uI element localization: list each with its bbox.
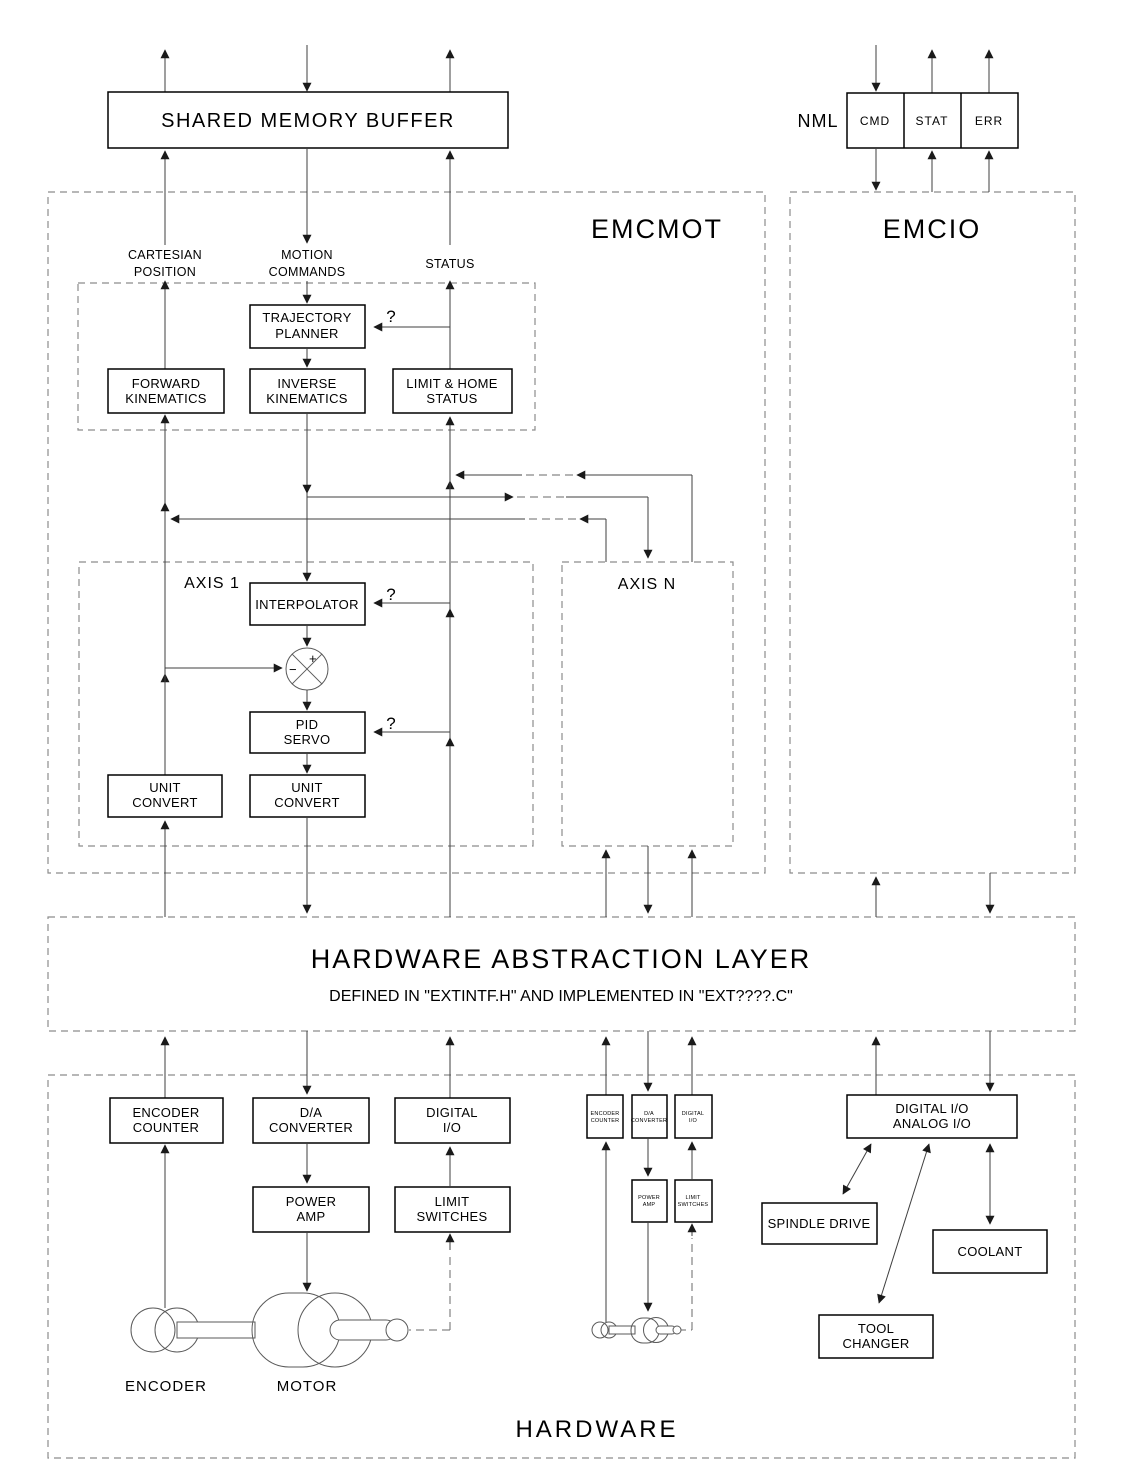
motion-commands-label-2: COMMANDS [268,265,346,279]
question-mark-interpolator: ? [386,585,396,604]
cartesian-position-label-2: POSITION [133,265,197,279]
motion-commands-label-1: MOTION [281,248,333,262]
axis1-title: AXIS 1 [184,575,240,592]
da-converter-label-2: CONVERTER [268,1120,354,1135]
emcio-title: EMCIO [882,214,982,244]
nml-cmd-label: CMD [859,114,891,128]
unit-convert-right-label-1: UNIT [291,780,323,795]
power-amp-mini-box [632,1180,667,1222]
inverse-kinematics-label-2: KINEMATICS [266,391,348,406]
status-label: STATUS [425,257,475,271]
forward-kinematics-label-1: FORWARD [131,376,201,391]
interpolator-label: INTERPOLATOR [255,597,359,612]
tool-changer-label-2: CHANGER [842,1336,910,1351]
trajectory-planner-label-1: TRAJECTORY [262,310,352,325]
sum-plus-sign: + [309,651,317,666]
encoder-counter-mini-label-2: COUNTER [590,1118,620,1124]
encoder-label: ENCODER [124,1378,208,1395]
axisn-title: AXIS N [617,576,677,593]
nml-err-label: ERR [974,114,1004,128]
limit-switches-label-1: LIMIT [434,1194,470,1209]
limit-switches-label-2: SWITCHES [416,1209,488,1224]
coolant-label: COOLANT [957,1244,1023,1259]
sum-minus-sign: − [289,662,297,677]
shared-memory-buffer-label: SHARED MEMORY BUFFER [161,110,455,132]
limit-switches-mini-label-2: SWITCHES [677,1202,709,1208]
pid-servo-label-1: PID [295,717,319,732]
digital-io-label-2: I/O [442,1120,462,1135]
limit-home-label-1: LIMIT & HOME [406,376,498,391]
inverse-kinematics-label-1: INVERSE [277,376,337,391]
da-converter-label-1: D/A [299,1105,323,1120]
digital-io-mini-label-1: DIGITAL [681,1111,705,1117]
encoder-counter-mini-label-1: ENCODER [590,1111,620,1117]
power-amp-label-1: POWER [285,1194,337,1209]
da-converter-mini-label-1: D/A [644,1111,654,1117]
unit-convert-left-label-1: UNIT [149,780,181,795]
question-mark-trajectory: ? [386,307,396,326]
digital-analog-io-label-2: ANALOG I/O [892,1116,972,1131]
emcmot-title: EMCMOT [591,214,723,244]
limit-switches-mini-label-1: LIMIT [685,1195,701,1201]
limit-home-label-2: STATUS [426,391,478,406]
power-amp-label-2: AMP [296,1209,326,1224]
shared-memory-buffer [108,92,508,148]
mini-motor-shaft-end [673,1326,681,1334]
hardware-title: HARDWARE [515,1416,679,1443]
nml-label: NML [797,111,839,131]
da-converter-mini-label-2: CONVERTER [630,1118,668,1124]
nml-stat-label: STAT [915,114,949,128]
motor-label: MOTOR [276,1378,338,1395]
limit-switches-mini-box [675,1180,712,1222]
digital-io-label-1: DIGITAL [426,1105,478,1120]
unit-convert-left-label-2: CONVERT [132,795,198,810]
hal-subtitle: DEFINED IN "EXTINTF.H" AND IMPLEMENTED IN "EXT????.C" [329,988,793,1005]
trajectory-planner-label-2: PLANNER [275,326,339,341]
digital-analog-io-label-1: DIGITAL I/O [895,1101,969,1116]
encoder-shaft [177,1322,255,1338]
hal-title: HARDWARE ABSTRACTION LAYER [310,944,812,974]
motor-shaft-end [386,1319,408,1341]
cartesian-position-label-1: CARTESIAN [127,248,203,262]
encoder-counter-label-1: ENCODER [132,1105,200,1120]
unit-convert-right-label-2: CONVERT [274,795,340,810]
forward-kinematics-label-2: KINEMATICS [125,391,207,406]
spindle-drive-label: SPINDLE DRIVE [767,1216,871,1231]
power-amp-mini-label-2: AMP [642,1202,656,1208]
encoder-counter-label-2: COUNTER [132,1120,200,1135]
power-amp-mini-label-1: POWER [638,1195,660,1201]
tool-changer-label-1: TOOL [857,1321,895,1336]
digital-io-mini-label-2: I/O [689,1118,697,1124]
pid-servo-label-2: SERVO [283,732,331,747]
question-mark-pid: ? [386,714,396,733]
